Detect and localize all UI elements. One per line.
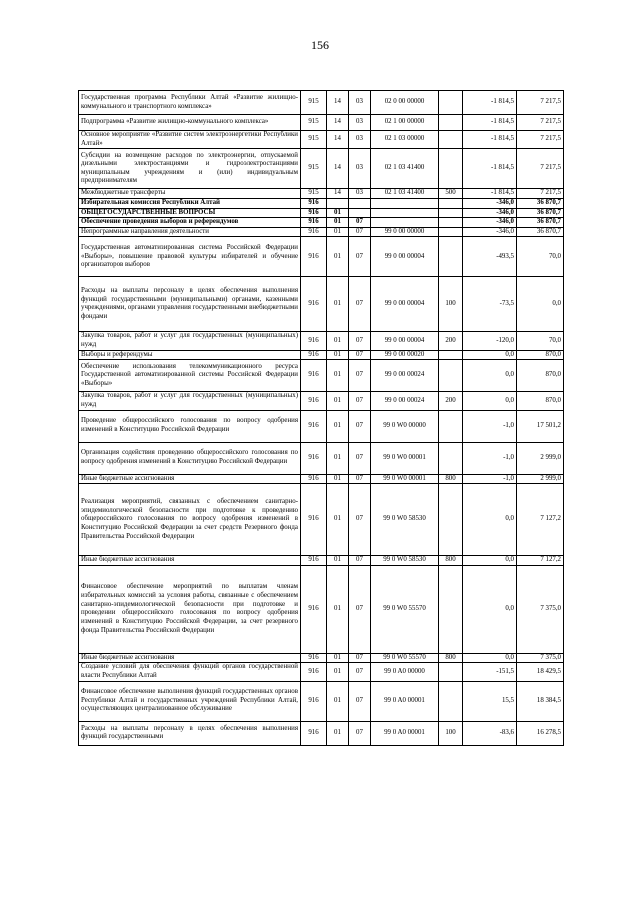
row-total-amount: 7 375,0 <box>517 565 564 653</box>
row-admin-code: 916 <box>301 484 327 556</box>
row-admin-code: 915 <box>301 189 327 199</box>
row-total-amount: 17 501,2 <box>517 410 564 442</box>
table-row <box>79 198 564 208</box>
row-name: Иные бюджетные ассигнования <box>79 653 301 663</box>
row-admin-code: 916 <box>301 663 327 681</box>
row-subsection-code: 03 <box>349 189 371 199</box>
row-name: Иные бюджетные ассигнования <box>79 474 301 484</box>
row-change-amount: 0,0 <box>463 350 517 360</box>
row-subsection-code: 07 <box>349 332 371 350</box>
row-section-code: 01 <box>327 332 349 350</box>
table-row <box>79 131 564 149</box>
table-row <box>79 392 564 410</box>
row-name: ОБЩЕГОСУДАРСТВЕННЫЕ ВОПРОСЫ <box>79 208 301 218</box>
row-name: Государственная автоматизированная система Российской Федерации «Выборы», повышение правовой культуры избирателей и обучение организаторов выборов <box>79 237 301 277</box>
row-change-amount: 0,0 <box>463 565 517 653</box>
row-admin-code: 915 <box>301 149 327 189</box>
row-section-code: 01 <box>327 350 349 360</box>
row-subsection-code <box>349 198 371 208</box>
row-expense-type-code: 800 <box>439 474 463 484</box>
row-admin-code: 916 <box>301 392 327 410</box>
row-section-code: 14 <box>327 131 349 149</box>
row-section-code: 01 <box>327 208 349 218</box>
row-total-amount: 7 217,5 <box>517 149 564 189</box>
table-row <box>79 189 564 199</box>
table-row <box>79 360 564 392</box>
row-section-code: 01 <box>327 218 349 228</box>
row-admin-code: 915 <box>301 131 327 149</box>
row-subsection-code: 07 <box>349 681 371 721</box>
row-section-code: 14 <box>327 149 349 189</box>
row-change-amount: 0,0 <box>463 360 517 392</box>
row-section-code: 01 <box>327 653 349 663</box>
table-row <box>79 91 564 115</box>
row-total-amount: 16 278,5 <box>517 721 564 745</box>
budget-table <box>78 90 564 746</box>
row-target-article-code: 99 0 00 00000 <box>371 227 439 237</box>
row-change-amount: -1 814,5 <box>463 189 517 199</box>
row-expense-type-code: 100 <box>439 721 463 745</box>
row-name: Основное мероприятие «Развитие систем электроэнергетики Республики Алтай» <box>79 131 301 149</box>
row-subsection-code: 07 <box>349 663 371 681</box>
row-name: Расходы на выплаты персоналу в целях обеспечения выполнения функций государственными <box>79 721 301 745</box>
row-change-amount: -346,0 <box>463 218 517 228</box>
row-expense-type-code <box>439 149 463 189</box>
row-expense-type-code: 500 <box>439 189 463 199</box>
row-expense-type-code <box>439 360 463 392</box>
row-target-article-code: 99 0 W0 00001 <box>371 442 439 474</box>
row-total-amount: 36 870,7 <box>517 208 564 218</box>
row-expense-type-code: 800 <box>439 653 463 663</box>
row-total-amount: 36 870,7 <box>517 218 564 228</box>
row-expense-type-code <box>439 218 463 228</box>
row-change-amount: 15,5 <box>463 681 517 721</box>
row-total-amount: 7 127,2 <box>517 556 564 566</box>
row-total-amount: 70,0 <box>517 332 564 350</box>
row-name: Проведение общероссийского голосования по вопросу одобрения изменений в Конституцию Российской Федерации <box>79 410 301 442</box>
table-row <box>79 227 564 237</box>
row-change-amount: -83,6 <box>463 721 517 745</box>
row-target-article-code: 99 0 00 00004 <box>371 277 439 332</box>
row-change-amount: -73,5 <box>463 277 517 332</box>
row-admin-code: 916 <box>301 350 327 360</box>
table-row <box>79 277 564 332</box>
table-row <box>79 565 564 653</box>
row-name: Непрограммные направления деятельности <box>79 227 301 237</box>
row-total-amount: 18 429,5 <box>517 663 564 681</box>
row-admin-code: 916 <box>301 208 327 218</box>
row-change-amount: 0,0 <box>463 556 517 566</box>
row-total-amount: 7 127,2 <box>517 484 564 556</box>
row-section-code: 14 <box>327 91 349 115</box>
row-total-amount: 2 999,0 <box>517 474 564 484</box>
row-expense-type-code <box>439 91 463 115</box>
row-target-article-code: 99 0 00 00024 <box>371 360 439 392</box>
row-name: Создание условий для обеспечения функций органов государственной власти Республики Алтай <box>79 663 301 681</box>
row-target-article-code <box>371 218 439 228</box>
row-subsection-code: 07 <box>349 237 371 277</box>
row-name: Организация содействия проведению общероссийского голосования по вопросу одобрения изменений в Конституцию Российской Федерации <box>79 442 301 474</box>
table-row <box>79 556 564 566</box>
row-change-amount: -120,0 <box>463 332 517 350</box>
page-number: 156 <box>311 38 329 52</box>
row-admin-code: 916 <box>301 681 327 721</box>
row-subsection-code: 07 <box>349 277 371 332</box>
row-name: Закупка товаров, работ и услуг для государственных (муниципальных) нужд <box>79 332 301 350</box>
row-expense-type-code <box>439 350 463 360</box>
row-subsection-code: 07 <box>349 653 371 663</box>
row-expense-type-code <box>439 681 463 721</box>
row-expense-type-code <box>439 442 463 474</box>
row-change-amount: -1 814,5 <box>463 115 517 131</box>
row-total-amount: 7 375,0 <box>517 653 564 663</box>
row-expense-type-code <box>439 237 463 277</box>
row-change-amount: -151,5 <box>463 663 517 681</box>
row-admin-code: 915 <box>301 115 327 131</box>
row-section-code: 14 <box>327 115 349 131</box>
row-total-amount: 7 217,5 <box>517 131 564 149</box>
table-row <box>79 410 564 442</box>
row-target-article-code: 99 0 00 00004 <box>371 237 439 277</box>
table-row <box>79 115 564 131</box>
table-row <box>79 208 564 218</box>
table-row <box>79 442 564 474</box>
row-expense-type-code <box>439 565 463 653</box>
row-total-amount: 36 870,7 <box>517 227 564 237</box>
row-name: Расходы на выплаты персоналу в целях обеспечения выполнения функций государственными (муниципальными) органами, казенными учреждениями, органами управления государственными внебюджетными фондами <box>79 277 301 332</box>
row-target-article-code: 99 0 A0 00000 <box>371 663 439 681</box>
row-name: Межбюджетные трансферты <box>79 189 301 199</box>
row-section-code: 01 <box>327 277 349 332</box>
row-admin-code: 916 <box>301 332 327 350</box>
row-admin-code: 916 <box>301 721 327 745</box>
row-expense-type-code <box>439 208 463 218</box>
row-subsection-code: 07 <box>349 556 371 566</box>
row-subsection-code: 07 <box>349 350 371 360</box>
row-section-code: 01 <box>327 474 349 484</box>
row-subsection-code: 07 <box>349 565 371 653</box>
row-expense-type-code <box>439 131 463 149</box>
row-admin-code: 915 <box>301 91 327 115</box>
row-total-amount: 7 217,5 <box>517 115 564 131</box>
row-expense-type-code: 100 <box>439 277 463 332</box>
row-subsection-code: 07 <box>349 392 371 410</box>
table-row <box>79 332 564 350</box>
row-expense-type-code <box>439 227 463 237</box>
table-row <box>79 663 564 681</box>
row-subsection-code: 03 <box>349 149 371 189</box>
row-expense-type-code: 200 <box>439 332 463 350</box>
row-section-code <box>327 198 349 208</box>
row-expense-type-code <box>439 115 463 131</box>
table-row <box>79 218 564 228</box>
row-target-article-code <box>371 208 439 218</box>
row-change-amount: 0,0 <box>463 484 517 556</box>
row-section-code: 01 <box>327 663 349 681</box>
row-subsection-code: 03 <box>349 115 371 131</box>
row-total-amount: 870,0 <box>517 392 564 410</box>
row-target-article-code: 99 0 W0 00000 <box>371 410 439 442</box>
row-expense-type-code <box>439 198 463 208</box>
table-row <box>79 484 564 556</box>
row-expense-type-code <box>439 484 463 556</box>
row-target-article-code <box>371 198 439 208</box>
row-target-article-code: 99 0 W0 58530 <box>371 556 439 566</box>
row-name: Закупка товаров, работ и услуг для государственных (муниципальных) нужд <box>79 392 301 410</box>
row-admin-code: 916 <box>301 218 327 228</box>
row-name: Иные бюджетные ассигнования <box>79 556 301 566</box>
row-name: Обеспечение использования телекоммуникационного ресурса Государственной автоматизированной системы Российской Федерации «Выборы» <box>79 360 301 392</box>
row-name: Реализация мероприятий, связанных с обеспечением санитарно-эпидемиологической безопасности при подготовке к проведению общероссийского голосования по вопросу одобрения изменений в Конституцию Российской Федерации за счет средств Резервного фонда Правительства Российской Федерации <box>79 484 301 556</box>
table-row <box>79 237 564 277</box>
row-section-code: 01 <box>327 237 349 277</box>
row-name: Подпрограмма «Развитие жилищно-коммунального комплекса» <box>79 115 301 131</box>
row-name: Финансовое обеспечение мероприятий по выплатам членам избирательных комиссий за условия работы, связанные с обеспечением санитарно-эпидемиологической безопасности при подготовке и проведении общероссийского голосования по вопросу одобрения изменений в Конституцию Российской Федерации, за счет резервного фонда Правительства Российской Федерации <box>79 565 301 653</box>
row-change-amount: -1,0 <box>463 410 517 442</box>
row-subsection-code: 07 <box>349 721 371 745</box>
row-section-code: 01 <box>327 556 349 566</box>
row-subsection-code: 07 <box>349 218 371 228</box>
row-target-article-code: 99 0 00 00004 <box>371 332 439 350</box>
row-name: Обеспечение проведения выборов и референдумов <box>79 218 301 228</box>
row-name: Государственная программа Республики Алтай «Развитие жилищно-коммунального и транспортного комплекса» <box>79 91 301 115</box>
row-target-article-code: 99 0 00 00024 <box>371 392 439 410</box>
row-total-amount: 0,0 <box>517 277 564 332</box>
row-target-article-code: 02 1 00 00000 <box>371 115 439 131</box>
row-target-article-code: 99 0 00 00020 <box>371 350 439 360</box>
row-section-code: 01 <box>327 360 349 392</box>
table-row <box>79 721 564 745</box>
row-change-amount: -1 814,5 <box>463 149 517 189</box>
row-total-amount: 18 384,5 <box>517 681 564 721</box>
row-section-code: 01 <box>327 410 349 442</box>
row-target-article-code: 99 0 W0 55570 <box>371 565 439 653</box>
row-target-article-code: 02 1 03 00000 <box>371 131 439 149</box>
row-subsection-code: 07 <box>349 474 371 484</box>
row-total-amount: 7 217,5 <box>517 91 564 115</box>
row-target-article-code: 99 0 A0 00001 <box>371 681 439 721</box>
row-subsection-code: 03 <box>349 131 371 149</box>
row-change-amount: 0,0 <box>463 653 517 663</box>
row-admin-code: 916 <box>301 410 327 442</box>
row-total-amount: 870,0 <box>517 360 564 392</box>
row-admin-code: 916 <box>301 474 327 484</box>
row-total-amount: 36 870,7 <box>517 198 564 208</box>
row-section-code: 01 <box>327 227 349 237</box>
row-target-article-code: 99 0 W0 55570 <box>371 653 439 663</box>
row-subsection-code: 07 <box>349 360 371 392</box>
row-change-amount: -1 814,5 <box>463 131 517 149</box>
row-change-amount: -346,0 <box>463 198 517 208</box>
row-subsection-code: 07 <box>349 442 371 474</box>
row-change-amount: -1,0 <box>463 474 517 484</box>
row-admin-code: 916 <box>301 227 327 237</box>
row-section-code: 01 <box>327 392 349 410</box>
row-admin-code: 916 <box>301 442 327 474</box>
row-total-amount: 870,0 <box>517 350 564 360</box>
table-row <box>79 681 564 721</box>
row-admin-code: 916 <box>301 198 327 208</box>
row-admin-code: 916 <box>301 556 327 566</box>
row-section-code: 14 <box>327 189 349 199</box>
row-name: Избирательная комиссия Республики Алтай <box>79 198 301 208</box>
row-subsection-code <box>349 208 371 218</box>
row-admin-code: 916 <box>301 360 327 392</box>
row-section-code: 01 <box>327 565 349 653</box>
row-expense-type-code: 200 <box>439 392 463 410</box>
row-change-amount: 0,0 <box>463 392 517 410</box>
row-change-amount: -346,0 <box>463 208 517 218</box>
row-total-amount: 70,0 <box>517 237 564 277</box>
row-target-article-code: 02 1 03 41400 <box>371 189 439 199</box>
row-subsection-code: 03 <box>349 91 371 115</box>
row-change-amount: -346,0 <box>463 227 517 237</box>
row-admin-code: 916 <box>301 565 327 653</box>
row-admin-code: 916 <box>301 237 327 277</box>
table-row <box>79 653 564 663</box>
row-target-article-code: 99 0 W0 00001 <box>371 474 439 484</box>
row-target-article-code: 99 0 W0 58530 <box>371 484 439 556</box>
row-total-amount: 7 217,5 <box>517 189 564 199</box>
row-expense-type-code <box>439 410 463 442</box>
row-section-code: 01 <box>327 484 349 556</box>
row-section-code: 01 <box>327 681 349 721</box>
row-admin-code: 916 <box>301 653 327 663</box>
row-target-article-code: 99 0 A0 00001 <box>371 721 439 745</box>
row-expense-type-code: 800 <box>439 556 463 566</box>
row-total-amount: 2 999,0 <box>517 442 564 474</box>
row-name: Выборы и референдумы <box>79 350 301 360</box>
row-change-amount: -1 814,5 <box>463 91 517 115</box>
row-change-amount: -1,0 <box>463 442 517 474</box>
table-row <box>79 474 564 484</box>
row-target-article-code: 02 1 03 41400 <box>371 149 439 189</box>
row-name: Субсидии на возмещение расходов по электроэнергии, отпускаемой дизельными электростанциями и гидроэлектростанциями муниципальным учреждениям и (или) индивидуальным предпринимателям <box>79 149 301 189</box>
row-name: Финансовое обеспечение выполнения функций государственных органов Республики Алтай и государственных учреждений Республики Алтай, осуществляющих централизованное обслуживание <box>79 681 301 721</box>
row-change-amount: -493,5 <box>463 237 517 277</box>
row-expense-type-code <box>439 663 463 681</box>
row-section-code: 01 <box>327 721 349 745</box>
row-subsection-code: 07 <box>349 484 371 556</box>
table-row <box>79 149 564 189</box>
row-subsection-code: 07 <box>349 410 371 442</box>
row-admin-code: 916 <box>301 277 327 332</box>
row-target-article-code: 02 0 00 00000 <box>371 91 439 115</box>
row-section-code: 01 <box>327 442 349 474</box>
row-subsection-code: 07 <box>349 227 371 237</box>
table-row <box>79 350 564 360</box>
